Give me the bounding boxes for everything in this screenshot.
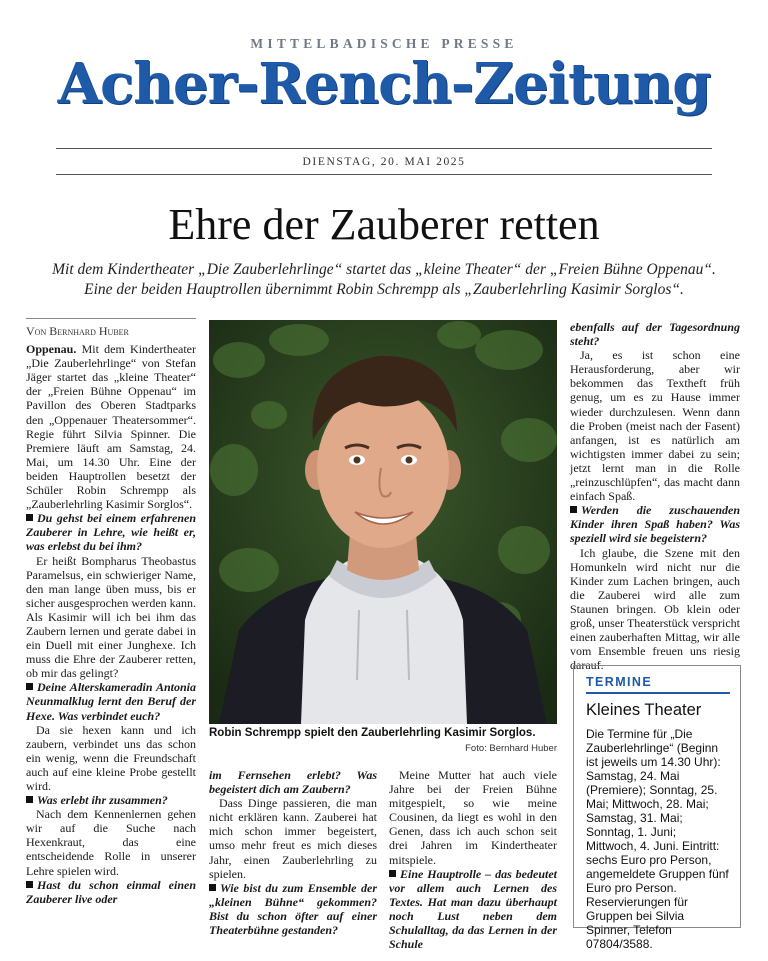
article-photo: [209, 320, 557, 724]
column-rule: [26, 318, 196, 319]
infobox-title: Kleines Theater: [586, 701, 702, 719]
interview-question: Deine Alterskameradin Antonia Neunmalklug lernt den Beruf der Hexe. Was verbindet euch?: [26, 680, 196, 723]
square-bullet-icon: [209, 884, 216, 891]
article-column-2: [209, 768, 377, 937]
square-bullet-icon: [26, 683, 33, 690]
interview-question: Was erlebt ihr zusammen?: [26, 793, 196, 807]
interview-answer: Dass Dinge passieren, die man nicht erklären kann. Zauberei hat mich schon immer begeistert, umso mehr freut es mich dieses Jahr, einen Zauberlehrling zu spielen.: [209, 796, 377, 881]
square-bullet-icon: [26, 881, 33, 888]
newspaper-title: Acher-Rench-Zeitung: [57, 51, 711, 117]
photo-credit: Foto: Bernhard Huber: [465, 743, 557, 754]
interview-answer: Er heißt Bompharus Theobastus Paramelsus, ein schwieriger Name, den man lange üben muss, bis er sicher ausgesprochen werden kann. Als Kasimir will ich bei ihm das Zaubern lernen und gerate dabei in ein Duell mit einer Junghexe. Ich muss die Ehre der Zauberer retten, ob mir das gelingt?: [26, 553, 196, 681]
dateline-place: Oppenau.: [26, 342, 77, 357]
infobox-body: Die Termine für „Die Zauberlehrlinge“ (Beginn ist jeweils um 14.30 Uhr): Samstag, 24. Mai (Premiere); Sonntag, 25. Mai; Mittwoch, 28. Mai; Samstag, 31. Mai; Sonntag, 1. Juni; Mittwoch, 4. Juni. Eintritt: sechs Euro pro Person, angemeldete Gruppen fünf Euro pro Person. Reservierungen für Gruppen bei Silvia Spinner, Telefon 07804/3588.: [586, 727, 729, 951]
interview-answer: Ja, es ist schon eine Herausforderung, aber wir bekommen das Textheft früh genug, um es zu Hause immer wieder durchzulesen. Wenn dann die Proben (meist nach der Fasent) anfangen, ist es natürlich am wichtigsten immer dabei zu sein; jetzt lernt man in die Rolle „reinzuschlüpfen“, das macht dann einfach Spaß.: [570, 348, 740, 504]
termine-infobox: [573, 665, 741, 951]
article-subhead: [20, 260, 748, 300]
interview-answer: Ich glaube, die Szene mit den Homunkeln wird nicht nur die Kinder zum Lachen bringen, auch die Zauberei wird alle zum Staunen bringen. Ob klein oder groß, unser Theaterstück verspricht einen zauberhaften Mittag, wir alle vom Ensemble freuen uns riesig darauf.: [570, 545, 740, 673]
masthead-rule-top: [56, 148, 712, 149]
photo-caption: Robin Schrempp spielt den Zauberlehrling Kasimir Sorglos.: [209, 727, 536, 739]
lead-text: Mit dem Kindertheater „Die Zauberlehrlinge“ von Stefan Jäger startet das „kleine Theater“ der „Freien Bühne Oppenau“ im Pavillon des Oberen Stadtparks den „Oppenauer Theatersommer“. Regie führt Silvia Spinner. Die Premiere läuft am Samstag, 24. Mai, um 14.30 Uhr. Eine der beiden Hauptrollen besetzt der Schüler Robin Schrempp als „Zauberlehrling Kasimir Sorglos“.: [26, 342, 197, 512]
masthead-kicker: MITTELBADISCHE PRESSE: [250, 36, 518, 51]
interview-question: Werden die zuschauenden Kinder ihren Spaß haben? Was speziell wird sie begeistern?: [570, 503, 740, 546]
interview-answer: Da sie hexen kann und ich zaubern, verbindet uns das schon ein wenig, wenn die Freundschaft auch auf eine kleine Probe gestellt wird.: [26, 722, 196, 793]
interview-question: Du gehst bei einem erfahrenen Zauberer in Lehre, wie heißt er, was erlebst du bei ihm?: [26, 511, 196, 554]
issue-date: DIENSTAG, 20. MAI 2025: [302, 156, 466, 168]
square-bullet-icon: [26, 514, 33, 521]
infobox-tag: TERMINE: [586, 675, 730, 694]
subhead-line-1: Mit dem Kindertheater „Die Zauberlehrlinge“ startet das „kleine Theater“ der „Freien Bühne Oppenau“.: [52, 261, 716, 278]
square-bullet-icon: [26, 796, 33, 803]
square-bullet-icon: [389, 870, 396, 877]
square-bullet-icon: [570, 506, 577, 513]
interview-question: Eine Hauptrolle – das bedeutet vor allem auch Lernen des Textes. Hat man dazu überhaupt noch Lust neben dem Schulalltag, da das Lernen in der Schule: [389, 866, 557, 952]
masthead-rule-bottom: [56, 174, 712, 175]
article-column-3: [389, 768, 557, 951]
interview-question: Wie bist du zum Ensemble der „kleinen Bühne“ gekommen? Bist du schon öfter auf einer Theaterbühne gestanden?: [209, 880, 377, 938]
interview-question: Hast du schon einmal einen Zauberer live oder: [26, 877, 196, 906]
article-column-1: [26, 324, 196, 906]
interview-answer: Nach dem Kennenlernen gehen wir auf die Suche nach Hexenkraut, das eine entscheidende Rolle in unserer Lehre spielen wird.: [26, 807, 196, 878]
article-column-4: [570, 320, 740, 672]
interview-question: im Fernsehen erlebt? Was begeistert dich am Zaubern?: [209, 768, 377, 797]
subhead-line-2: Eine der beiden Hauptrollen übernimmt Robin Schrempp als „Zauberlehrling Kasimir Sorglos“.: [84, 281, 684, 298]
byline: Von Bernhard Huber: [26, 324, 129, 338]
interview-question: ebenfalls auf der Tagesordnung steht?: [570, 320, 740, 349]
portrait-photo-illustration: [209, 320, 557, 724]
lead-paragraph: [26, 342, 196, 511]
article-headline: Ehre der Zauberer retten: [168, 200, 600, 249]
interview-answer: Meine Mutter hat auch viele Jahre bei der Freien Bühne mitgespielt, so wie meine Cousinen, da liegt es wohl in den Genen, dass ich auch schon seit drei Jahren im Kindertheater mitspiele.: [389, 768, 557, 867]
